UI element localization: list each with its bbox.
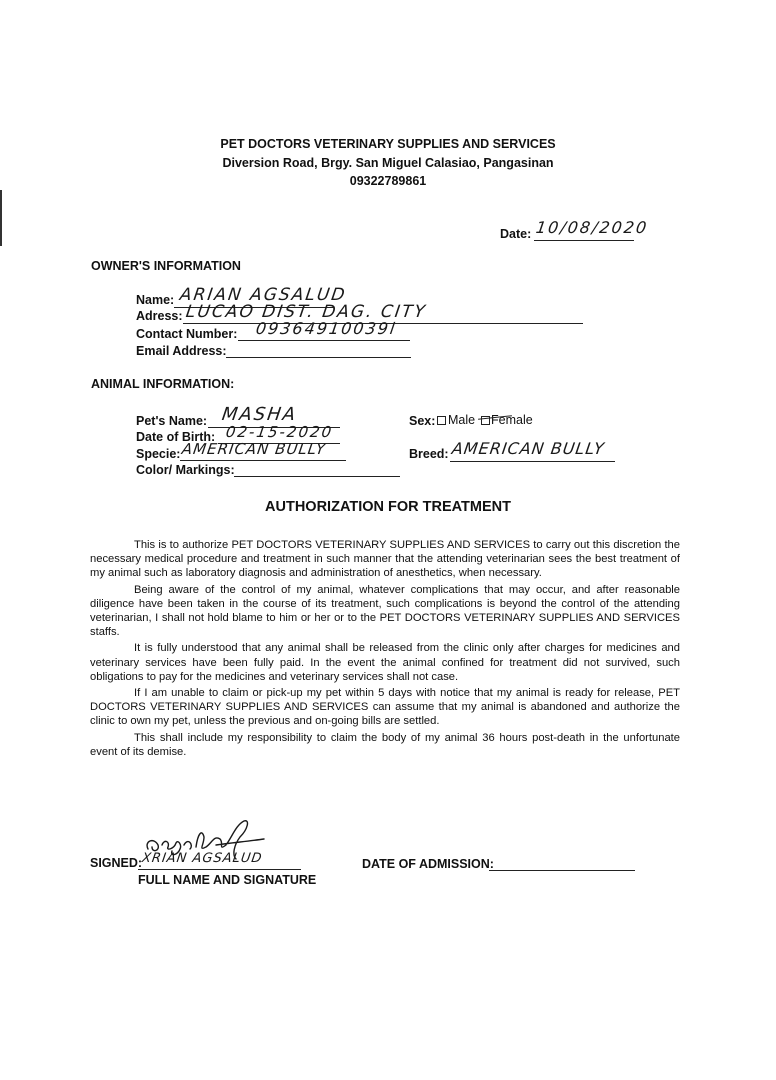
color-line: [234, 476, 400, 477]
authorization-paragraph-4: If I am unable to claim or pick-up my pet within 5 days with notice that my animal is ready for release, PET DOCTORS VETERINARY SUPPLIES AND SERVICES can assume that my animal is abandoned and authorize the clinic to own my pet, unless the previous and on-going bills are settled.: [90, 687, 680, 728]
owner-name-value: ARIAN AGSALUD: [178, 285, 348, 305]
specie-label: Specie:: [136, 447, 181, 461]
sex-male-label: Male: [448, 413, 476, 427]
pet-name-label: Pet's Name:: [136, 414, 208, 428]
authorization-paragraph-1: This is to authorize PET DOCTORS VETERINARY SUPPLIES AND SERVICES to carry out this discretion the necessary medical procedure and treatment in such manner that the attending veterinarian sees the best treatment of my animal such as laboratory diagnosis and administration of anesthetics, when necessary.: [90, 539, 680, 580]
owner-email-label: Email Address:: [136, 344, 227, 358]
animal-section-title: ANIMAL INFORMATION:: [91, 377, 235, 391]
dob-value: 02-15-2020: [224, 423, 335, 441]
page-edge-mark: [0, 190, 2, 246]
owner-contact-line: [238, 340, 410, 341]
color-label: Color/ Markings:: [136, 463, 235, 477]
specie-value: AMERICAN BULLY: [180, 440, 328, 458]
owner-email-line: [226, 357, 411, 358]
breed-line: [450, 461, 615, 462]
admission-line: [489, 870, 635, 871]
date-line: [534, 240, 634, 241]
signed-value: XRIAN AGSALUD: [140, 851, 264, 866]
signature-caption: FULL NAME AND SIGNATURE: [138, 873, 317, 887]
sex-male-checkbox[interactable]: [437, 416, 446, 425]
authorization-paragraph-3: It is fully understood that any animal shall be released from the clinic only after charges for medicines and veterinary services have been fully paid. In the event the animal confined for treatment did not survived, such obligations to pay for the medicines and veterinary services shall not case.: [90, 642, 680, 683]
dob-label: Date of Birth:: [136, 430, 216, 444]
owner-contact-value: 09364910039l: [254, 319, 398, 338]
authorization-paragraph-2: Being aware of the control of my animal, whatever complications that may occur, and after reasonable diligence have been taken in the course of its treatment, such complications is beyond the control of the attending veterinarian, I shall not hold blame to him or her or to the PET DOCTORS VETERINARY SUPPLIES AND SERVICES staffs.: [90, 583, 680, 639]
authorization-paragraph-5: This shall include my responsibility to claim the body of my animal 36 hours post-death in the unfortunate event of its demise.: [90, 731, 680, 758]
owner-address-label: Adress:: [136, 309, 183, 323]
breed-label: Breed:: [409, 447, 449, 461]
owner-address-value: LUCAO DIST. DAG. CITY: [184, 302, 429, 322]
admission-label: DATE OF ADMISSION:: [362, 857, 494, 871]
clinic-address: Diversion Road, Brgy. San Miguel Calasiao, Pangasinan: [222, 156, 554, 170]
date-label: Date:: [500, 227, 532, 241]
authorization-title: AUTHORIZATION FOR TREATMENT: [265, 499, 511, 515]
signed-line: [138, 869, 301, 870]
sex-female-label: Female: [491, 413, 533, 427]
breed-value: AMERICAN BULLY: [450, 439, 606, 458]
clinic-name: PET DOCTORS VETERINARY SUPPLIES AND SERVICES: [220, 137, 556, 151]
sex-label: Sex:: [409, 414, 436, 428]
signed-label: SIGNED:: [90, 856, 143, 870]
clinic-phone: 09322789861: [349, 174, 427, 188]
owner-section-title: OWNER'S INFORMATION: [91, 259, 241, 273]
owner-contact-label: Contact Number:: [136, 327, 238, 341]
date-value: 10/08/2020: [534, 218, 650, 237]
pet-name-value: MASHA: [220, 404, 299, 425]
authorization-body: [90, 538, 680, 761]
specie-line: [180, 460, 346, 461]
owner-name-label: Name:: [136, 293, 175, 307]
